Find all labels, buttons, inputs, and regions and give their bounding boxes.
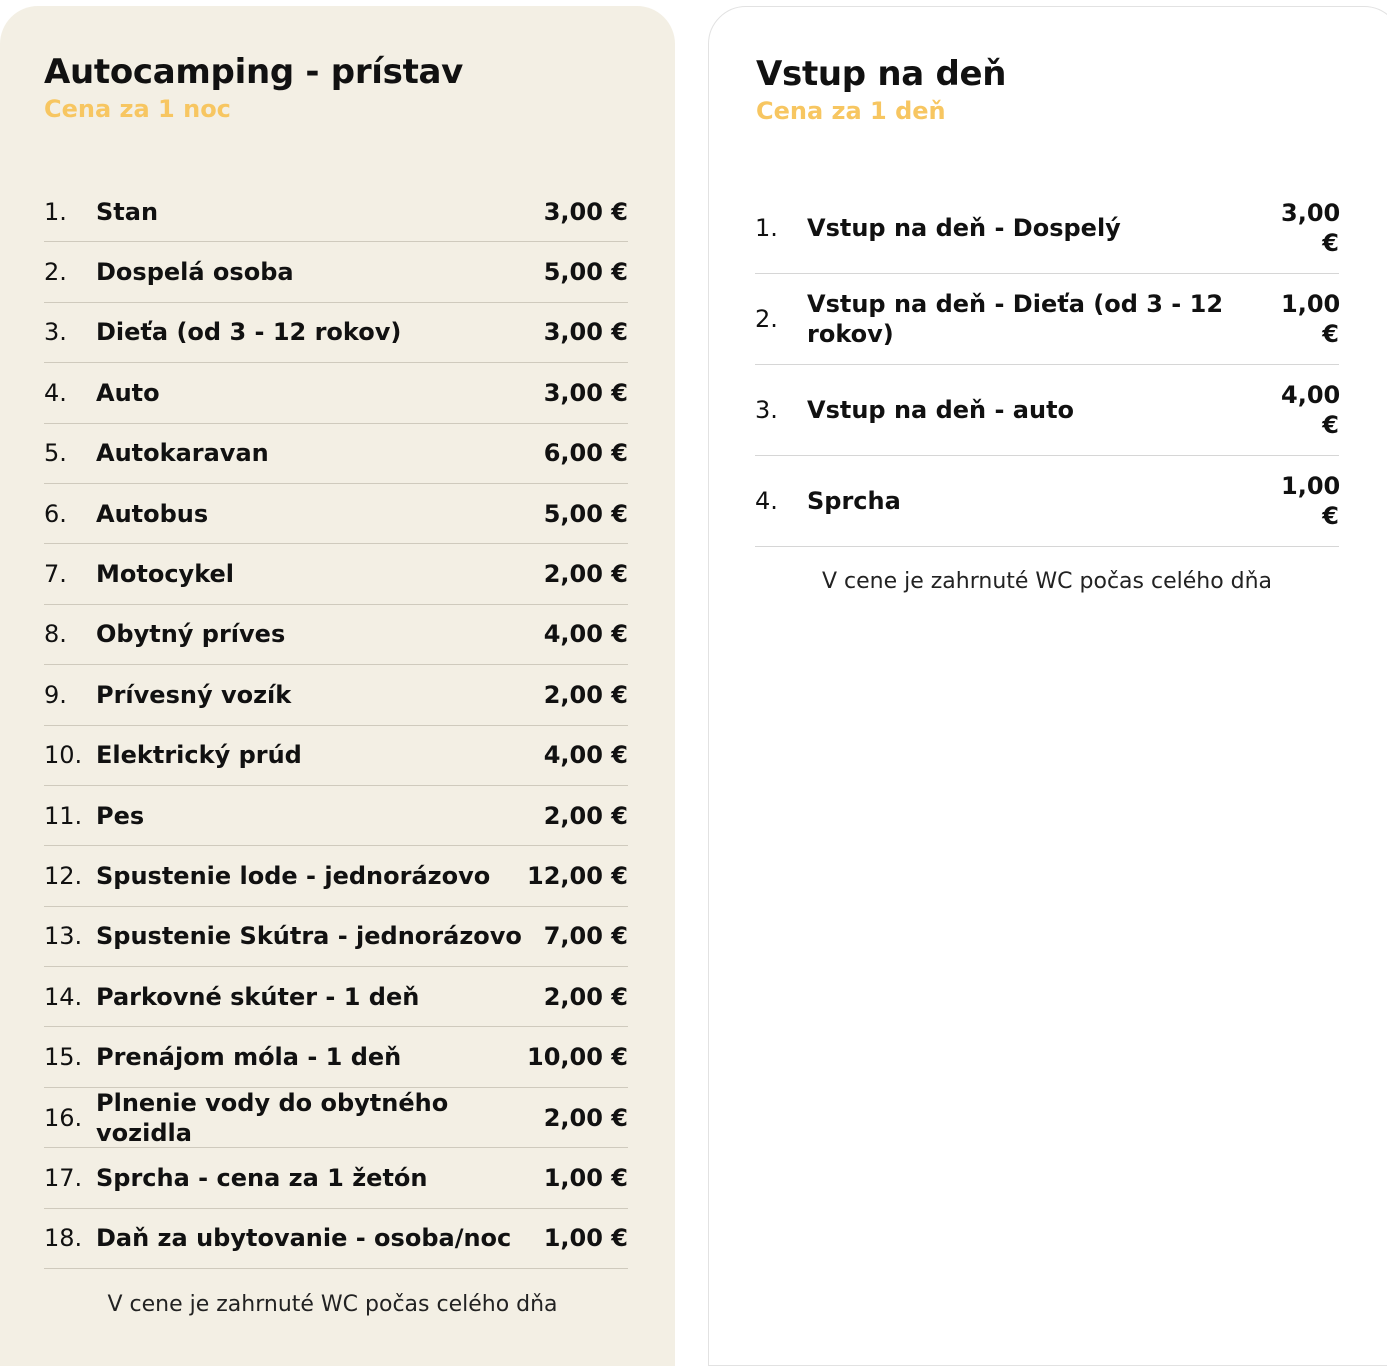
price-card-day-entry bbox=[708, 6, 1387, 1366]
price-list bbox=[44, 182, 628, 1269]
item-number: 14. bbox=[44, 982, 83, 1011]
price-row bbox=[755, 274, 1339, 365]
card-subtitle: Cena za 1 deň bbox=[756, 97, 946, 125]
item-price: 1,00 € bbox=[1281, 290, 1341, 348]
item-number: 12. bbox=[44, 861, 83, 890]
price-row bbox=[44, 1209, 628, 1269]
item-name: Dospelá osoba bbox=[96, 258, 294, 287]
item-price: 10,00 € bbox=[527, 1043, 628, 1072]
item-name: Stan bbox=[96, 197, 159, 226]
item-number: 3. bbox=[44, 318, 67, 347]
item-price: 3,00 € bbox=[1281, 199, 1341, 257]
price-card-autocamping bbox=[0, 6, 675, 1366]
item-name: Parkovné skúter - 1 deň bbox=[96, 982, 420, 1011]
price-row bbox=[755, 456, 1339, 547]
price-row bbox=[44, 303, 628, 363]
item-name: Obytný príves bbox=[96, 620, 286, 649]
item-price: 1,00 € bbox=[1281, 472, 1341, 530]
item-number: 7. bbox=[44, 560, 67, 589]
item-name: Plnenie vody do obytného vozidla bbox=[96, 1088, 449, 1147]
item-number: 3. bbox=[755, 396, 778, 424]
item-number: 18. bbox=[44, 1224, 83, 1253]
item-name: Spustenie lode - jednorázovo bbox=[96, 861, 491, 890]
item-number: 10. bbox=[44, 741, 83, 770]
item-price: 2,00 € bbox=[543, 1103, 628, 1132]
price-row bbox=[44, 424, 628, 484]
price-row bbox=[44, 967, 628, 1027]
item-price: 1,00 € bbox=[543, 1163, 628, 1192]
item-name: Sprcha bbox=[807, 487, 901, 515]
card-subtitle: Cena za 1 noc bbox=[44, 95, 231, 123]
item-name: Autobus bbox=[96, 499, 209, 528]
item-number: 16. bbox=[44, 1103, 83, 1132]
item-name: Pes bbox=[96, 801, 145, 830]
price-row bbox=[44, 786, 628, 846]
price-note: V cene je zahrnuté WC počas celého dňa bbox=[821, 569, 1273, 594]
item-name: Vstup na deň - Dieťa (od 3 - 12 rokov) bbox=[807, 290, 1224, 348]
item-number: 2. bbox=[44, 258, 67, 287]
price-list bbox=[755, 183, 1339, 547]
item-price: 2,00 € bbox=[543, 560, 628, 589]
item-name: Auto bbox=[96, 378, 160, 407]
item-number: 17. bbox=[44, 1163, 83, 1192]
item-price: 2,00 € bbox=[543, 680, 628, 709]
price-row bbox=[44, 182, 628, 242]
price-row bbox=[44, 907, 628, 967]
item-number: 9. bbox=[44, 680, 67, 709]
price-row bbox=[44, 1148, 628, 1208]
item-number: 11. bbox=[44, 801, 83, 830]
item-price: 12,00 € bbox=[527, 861, 628, 890]
item-name: Prenájom móla - 1 deň bbox=[96, 1043, 402, 1072]
item-name: Prívesný vozík bbox=[96, 680, 292, 709]
item-number: 2. bbox=[755, 305, 778, 333]
price-row bbox=[44, 1027, 628, 1087]
price-row bbox=[44, 363, 628, 423]
item-number: 15. bbox=[44, 1043, 83, 1072]
item-price: 4,00 € bbox=[543, 620, 628, 649]
item-number: 6. bbox=[44, 499, 67, 528]
item-number: 1. bbox=[44, 197, 67, 226]
item-price: 4,00 € bbox=[1281, 381, 1341, 439]
item-name: Autokaravan bbox=[96, 439, 269, 468]
price-row bbox=[44, 726, 628, 786]
price-row bbox=[44, 605, 628, 665]
item-price: 2,00 € bbox=[543, 801, 628, 830]
item-price: 3,00 € bbox=[543, 378, 628, 407]
item-name: Elektrický prúd bbox=[96, 741, 302, 770]
item-price: 4,00 € bbox=[543, 741, 628, 770]
price-row bbox=[44, 484, 628, 544]
item-name: Vstup na deň - auto bbox=[807, 396, 1075, 424]
item-price: 2,00 € bbox=[543, 982, 628, 1011]
item-number: 1. bbox=[755, 214, 778, 242]
item-price: 1,00 € bbox=[543, 1224, 628, 1253]
price-row bbox=[44, 665, 628, 725]
item-name: Vstup na deň - Dospelý bbox=[807, 214, 1121, 242]
item-number: 5. bbox=[44, 439, 67, 468]
price-row bbox=[44, 242, 628, 302]
price-row bbox=[44, 846, 628, 906]
price-row bbox=[755, 183, 1339, 274]
item-name: Daň za ubytovanie - osoba/noc bbox=[96, 1224, 512, 1253]
item-name: Sprcha - cena za 1 žetón bbox=[96, 1163, 428, 1192]
item-name: Dieťa (od 3 - 12 rokov) bbox=[96, 318, 402, 347]
item-price: 7,00 € bbox=[543, 922, 628, 951]
item-price: 3,00 € bbox=[543, 318, 628, 347]
item-name: Motocykel bbox=[96, 560, 235, 589]
item-name: Spustenie Skútra - jednorázovo bbox=[96, 922, 522, 951]
item-price: 6,00 € bbox=[543, 439, 628, 468]
item-number: 4. bbox=[755, 487, 778, 515]
item-price: 3,00 € bbox=[543, 197, 628, 226]
item-number: 8. bbox=[44, 620, 67, 649]
price-row bbox=[755, 365, 1339, 456]
item-price: 5,00 € bbox=[543, 258, 628, 287]
item-price: 5,00 € bbox=[543, 499, 628, 528]
price-row bbox=[44, 1088, 628, 1148]
item-number: 4. bbox=[44, 378, 67, 407]
price-row bbox=[44, 544, 628, 604]
card-title: Vstup na deň bbox=[756, 54, 1007, 94]
item-number: 13. bbox=[44, 922, 83, 951]
price-note: V cene je zahrnuté WC počas celého dňa bbox=[107, 1292, 558, 1317]
card-title: Autocamping - prístav bbox=[44, 52, 464, 92]
